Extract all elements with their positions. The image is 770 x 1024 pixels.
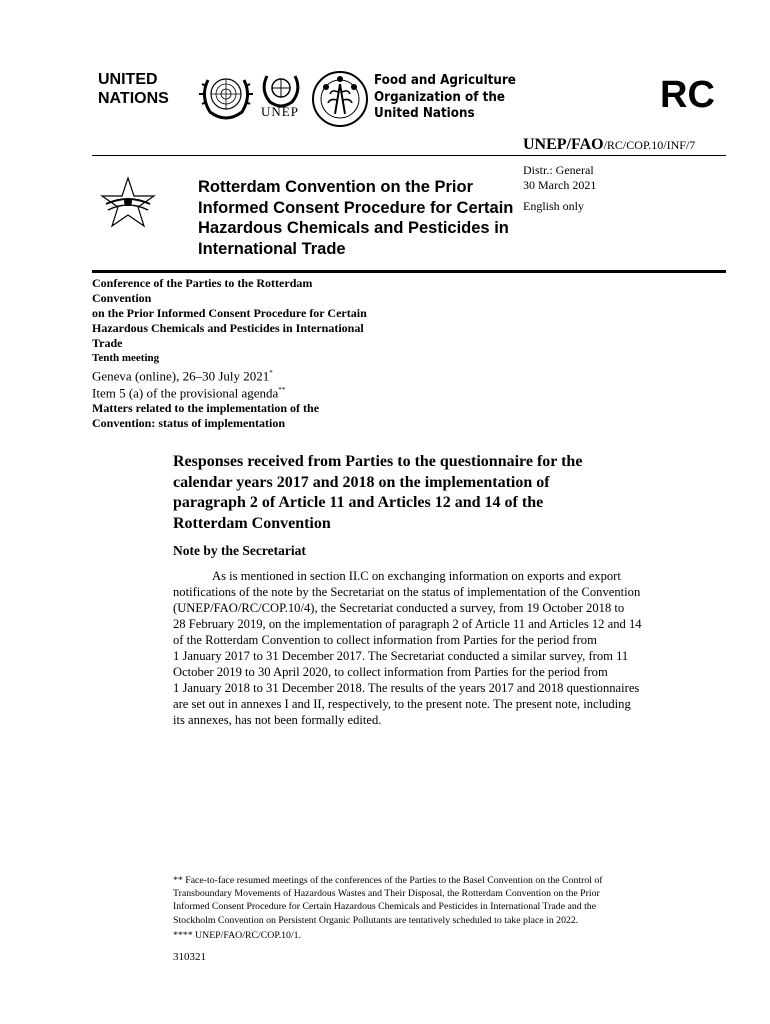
body-line: notifications of the note by the Secretariat on the status of implementation of the Convention [173,585,641,599]
document-title-line-2: calendar years 2017 and 2018 on the implementation of [173,473,550,491]
footnotes [173,874,693,944]
body-line: (UNEP/FAO/RC/COP.10/4), the Secretariat conducted a survey, from 19 October 2018 to [173,601,625,615]
agenda-title-line-2: Convention: status of implementation [92,415,286,430]
convention-title: Rotterdam Convention on the Prior Informed Consent Procedure for Certain Hazardous Chemicals and Pesticides in International Trade [198,178,514,258]
meeting-session: Tenth meeting [92,352,160,364]
body-line: 1 January 2017 to 31 December 2017. The Secretariat conducted a similar survey, from 11 [173,649,629,663]
body-line: 28 February 2019, on the implementation of paragraph 2 of Article 11 and Articles 12 and 14 [173,617,642,631]
document-symbol-rest: /RC/COP.10/INF/7 [603,138,696,152]
header-rule [92,155,726,156]
footnote-line: Transboundary Movements of Hazardous Wastes and Their Disposal, the Rotterdam Convention on the Prior [173,888,600,900]
fao-name-line-2: Organization of the [374,89,505,105]
un-label-line-1: UNITED [98,71,158,88]
footnote-meetings [173,874,693,927]
document-title-line-3: paragraph 2 of Article 11 and Articles 12 and 14 of the [173,494,544,511]
language-note: English only [523,199,585,213]
rc-mark: RC [660,74,715,116]
job-number: 310321 [173,951,206,963]
body-line: October 2019 to 30 April 2020, to collect information from Parties for the period from [173,665,608,679]
rotterdam-convention-logo-icon [96,174,160,232]
footnote-line: Stockholm Convention on Persistent Organic Pollutants are tentatively scheduled to take place in 2022. [173,914,579,926]
footnote-line: ** Face-to-face resumed meetings of the conferences of the Parties to the Basel Convention on the Control of [173,875,603,886]
distribution-label: Distr.: General [523,163,594,177]
meeting-body-line-5: Trade [92,336,123,350]
agenda-item [92,383,432,400]
document-date: 30 March 2021 [523,178,597,192]
meeting-body-line-1: Conference of the Parties to the Rotterdam [92,276,313,290]
meeting-body-line-3: on the Prior Informed Consent Procedure for Certain [92,306,367,320]
footnote-agenda: **** UNEP/FAO/RC/COP.10/1. [173,929,302,941]
un-label-line-2: NATIONS [98,90,169,107]
meeting-info [92,276,432,431]
distribution-info [523,163,596,193]
venue-footnote-mark: * [269,369,273,377]
agenda-title-line-1: Matters related to the implementation of the [92,400,320,415]
body-line: As is mentioned in section II.C on exchanging information on exports and export [212,569,621,583]
body-line: are set out in annexes I and II, respectively, to the present note. The present note, including [173,697,631,711]
agenda-footnote-mark: ** [278,386,286,395]
body-line: of the Rotterdam Convention to collect information from Parties for the period from [173,633,597,647]
document-symbol-main: UNEP/FAO [523,136,604,153]
body-line: its annexes, has not been formally edited. [173,713,382,727]
document-title [173,452,653,534]
document-title-line-4: Rotterdam Convention [173,514,331,532]
meeting-body-line-2: Convention [92,291,152,305]
note-heading: Note by the Secretariat [173,543,306,558]
agenda-item-text: Item 5 (a) of the provisional agenda [92,385,279,401]
document-title-line-1: Responses received from Parties to the questionnaire for the [173,453,583,470]
meeting-venue [92,366,432,383]
unep-label: UNEP [261,104,299,119]
document-symbol [523,136,695,154]
un-label [98,70,169,108]
fao-emblem-icon [311,70,369,128]
fao-name [374,73,516,123]
fao-name-line-1: Food and Agriculture [374,73,516,88]
un-emblem-icon [196,70,256,122]
meeting-body-line-4: Hazardous Chemicals and Pesticides in International [92,321,364,335]
body-paragraph [173,568,705,728]
unep-emblem-icon [258,70,304,119]
title-rule [92,270,726,273]
fao-name-line-3: United Nations [374,106,475,121]
footnote-line: Informed Consent Procedure for Certain Hazardous Chemicals and Pesticides in International Trade and the [173,901,597,913]
body-line: 1 January 2018 to 31 December 2018. The results of the years 2017 and 2018 questionnaires [173,681,640,695]
meeting-venue-text: Geneva (online), 26–30 July 2021 [92,368,270,384]
